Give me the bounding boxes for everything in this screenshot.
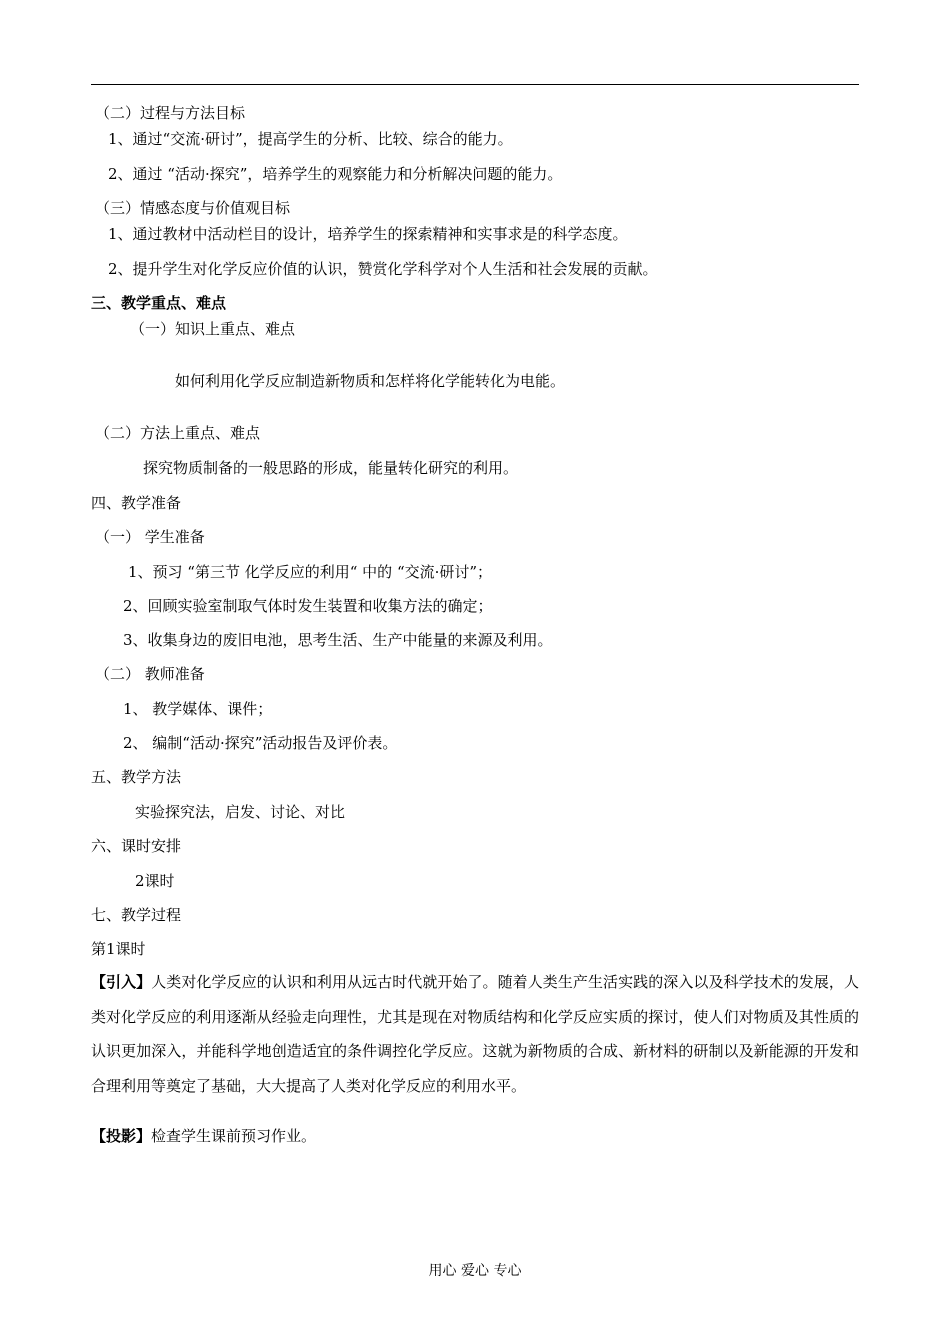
body-text: 如何利用化学反应制造新物质和怎样将化学能转化为电能。 [175,372,566,390]
subheading-teacher-preparation: （二） 教师准备 [95,665,205,683]
heading-attitude-value-goals: （三）情感态度与价值观目标 [95,199,291,217]
subheading-student-preparation: （一） 学生准备 [95,528,205,546]
section-heading-schedule: 六、课时安排 [91,837,182,855]
header-rule [91,84,859,85]
intro-text: 人类对化学反应的认识和利用从远古时代就开始了。随着人类生产生活实践的深入以及科学技术的发展，人类对化学反应的利用逐渐从经验走向理性，尤其是现在对物质结构和化学反应实质的探讨，使人们对物质及其性质的认识更加深入，并能科学地创造适宜的条件调控化学反应。这就为新物质的合成、新材料的研制以及新能源的开发和合理利用等奠定了基础，大大提高了人类对化学反应的利用水平。 [91,973,859,1095]
body-text: 实验探究法，启发、讨论、对比 [135,803,346,821]
page-footer: 用心 爱心 专心 [428,1263,522,1279]
projection-tag: 【投影】 [91,1127,152,1145]
section-heading-teaching-process: 七、教学过程 [91,906,182,924]
lesson-label: 第1课时 [91,940,146,958]
section-heading-teaching-preparation: 四、教学准备 [91,494,182,512]
projection-paragraph [91,1126,316,1146]
goal-item: 2、提升学生对化学反应价值的认识，赞赏化学科学对个人生活和社会发展的贡献。 [108,260,658,278]
intro-paragraph [91,965,859,1103]
body-text: 探究物质制备的一般思路的形成，能量转化研究的利用。 [143,459,519,477]
prep-item: 2、回顾实验室制取气体时发生装置和收集方法的确定； [123,597,493,615]
body-text: 2课时 [135,872,175,890]
goal-item: 2、通过 “活动·探究”，培养学生的观察能力和分析解决问题的能力。 [108,165,563,183]
projection-text: 检查学生课前预习作业。 [151,1127,317,1145]
goal-item: 1、通过教材中活动栏目的设计，培养学生的探索精神和实事求是的科学态度。 [108,225,628,243]
prep-item: 2、 编制“活动·探究”活动报告及评价表。 [123,734,398,752]
prep-item: 3、收集身边的废旧电池，思考生活、生产中能量的来源及利用。 [123,631,553,649]
heading-process-method-goals: （二）过程与方法目标 [95,104,246,122]
goal-item: 1、通过“交流·研讨”，提高学生的分析、比较、综合的能力。 [108,130,513,148]
prep-item: 1、预习 “第三节 化学反应的利用“ 中的 “交流·研讨”； [128,563,493,581]
section-heading-key-points: 三、教学重点、难点 [91,294,227,312]
subheading-knowledge-key-points: （一）知识上重点、难点 [130,320,296,338]
prep-item: 1、 教学媒体、课件； [123,700,273,718]
subheading-method-key-points: （二）方法上重点、难点 [95,424,261,442]
intro-tag: 【引入】 [91,973,152,991]
section-heading-teaching-methods: 五、教学方法 [91,768,182,786]
